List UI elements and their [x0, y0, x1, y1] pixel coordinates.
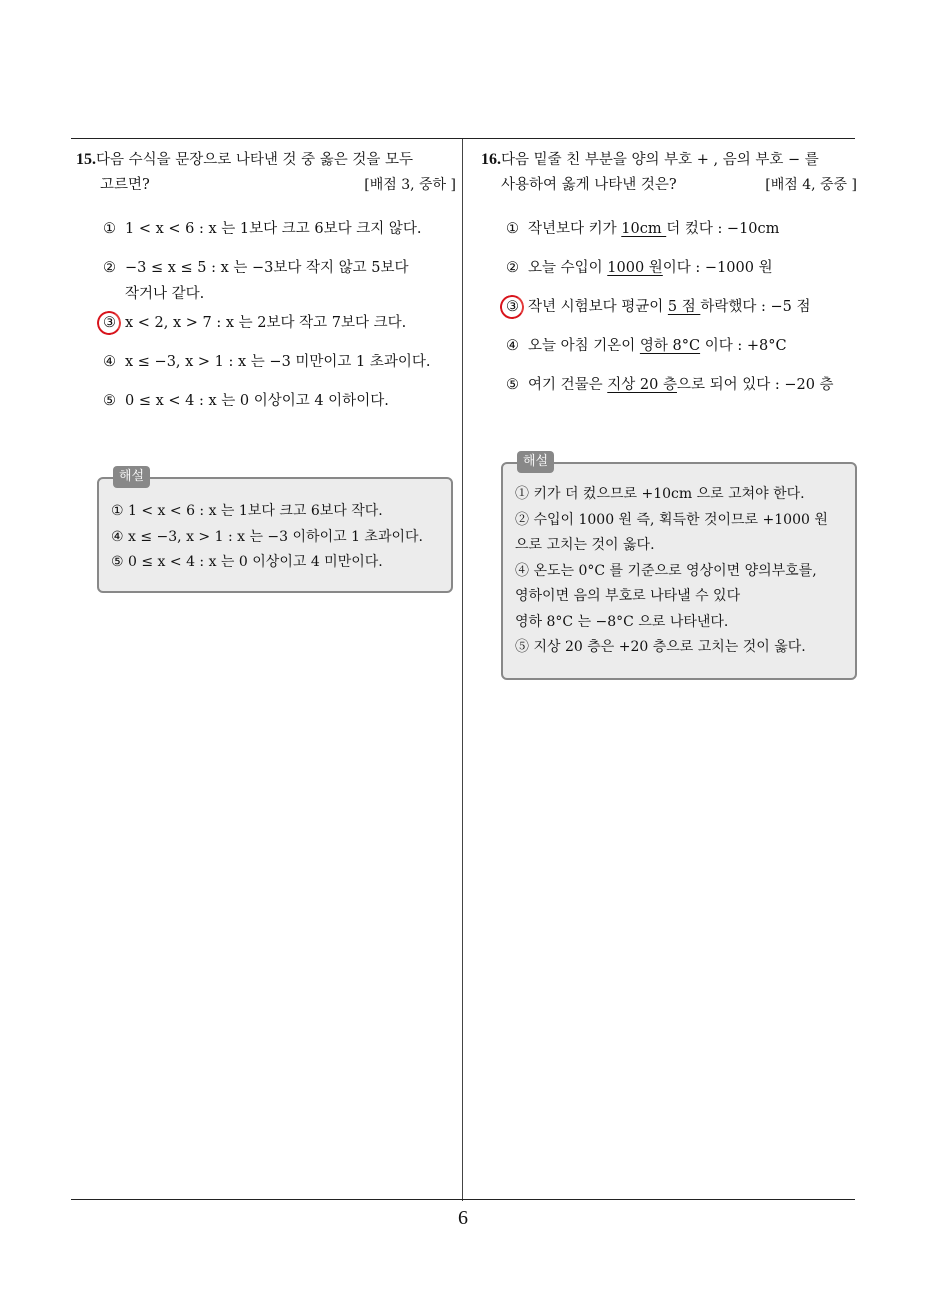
explanation-line: ⑤ 0 ≤ x < 4 : x 는 0 이상이고 4 미만이다. — [111, 554, 383, 570]
question-15-number: 15. — [76, 151, 96, 168]
question-16-stem-line2 — [481, 173, 857, 198]
choice-15-4[interactable] — [103, 349, 456, 375]
explanation-box-16 — [501, 454, 857, 680]
explanation-line: ④ 온도는 0°C 를 기준으로 영상이면 양의부호를, — [515, 562, 817, 579]
choice-16-1[interactable] — [506, 216, 857, 242]
choice-marker: ⑤ — [103, 393, 116, 409]
choice-text: 여기 건물은 — [528, 377, 608, 393]
question-16-text-cont: 사용하여 옳게 나타낸 것은? — [501, 177, 677, 193]
explanation-tag: 해설 — [517, 451, 554, 473]
choice-marker: ③ — [103, 315, 116, 331]
underlined-text: 5 점 — [667, 299, 701, 315]
question-16-choices — [481, 216, 857, 398]
underlined-text: 지상 20 층 — [607, 377, 677, 393]
question-16 — [481, 147, 857, 411]
question-15-text: 다음 수식을 문장으로 나타낸 것 중 옳은 것을 모두 — [96, 152, 414, 168]
choice-15-1[interactable] — [103, 216, 456, 242]
choice-marker: ② — [506, 260, 519, 276]
underlined-text: 10cm — [621, 221, 667, 237]
explanation-line: ⑤ 지상 20 층은 +20 층으로 고치는 것이 옳다. — [515, 639, 806, 655]
choice-marker: ③ — [506, 299, 519, 315]
choice-text: 0 ≤ x < 4 : x 는 0 이상이고 4 이하이다. — [125, 393, 389, 409]
choice-marker: ⑤ — [506, 377, 519, 393]
choice-15-2[interactable] — [103, 255, 456, 307]
choice-16-3[interactable] — [506, 294, 857, 320]
choice-16-4[interactable] — [506, 333, 857, 359]
choice-text: 더 컸다 : −10cm — [666, 221, 780, 237]
choice-marker: ④ — [103, 354, 116, 370]
explanation-line: ① 키가 더 컸으므로 +10cm 으로 고쳐야 한다. — [515, 486, 805, 502]
choice-marker: ① — [506, 221, 519, 237]
choice-16-5[interactable] — [506, 372, 857, 398]
question-15-stem-line1 — [76, 147, 456, 173]
choice-text-cont: 작거나 같다. — [125, 286, 205, 302]
question-15-choices — [76, 216, 456, 414]
explanation-line: ① 1 < x < 6 : x 는 1보다 크고 6보다 작다. — [111, 503, 383, 519]
choice-15-5[interactable] — [103, 388, 456, 414]
question-16-stem-line1 — [481, 147, 857, 173]
choice-text: 하락했다 : −5 점 — [700, 299, 811, 315]
underlined-text: 1000 원 — [607, 260, 663, 276]
question-15-text-cont: 고르면? — [100, 177, 150, 193]
choice-text: 오늘 수입이 — [528, 260, 608, 276]
choice-text: 1 < x < 6 : x 는 1보다 크고 6보다 크지 않다. — [125, 221, 422, 237]
question-16-meta: [배점 4, 중중 ] — [765, 177, 857, 193]
choice-text: 오늘 아침 기온이 — [528, 338, 640, 354]
choice-text: 작년 시험보다 평균이 — [528, 299, 668, 315]
question-15-meta: [배점 3, 중하 ] — [364, 177, 456, 193]
explanation-line: ② 수입이 1000 원 즉, 획득한 것이므로 +1000 원 — [515, 511, 828, 528]
choice-text: −3 ≤ x ≤ 5 : x 는 −3보다 작지 않고 5보다 — [125, 260, 409, 276]
choice-text: 작년보다 키가 — [528, 221, 622, 237]
explanation-box-15 — [97, 469, 453, 593]
choice-16-2[interactable] — [506, 255, 857, 281]
underlined-text: 영하 8°C — [639, 338, 701, 354]
explanation-line: 영하 8°C 는 −8°C 으로 나타낸다. — [515, 613, 729, 630]
choice-marker: ② — [103, 260, 116, 276]
question-15 — [76, 147, 456, 427]
question-15-stem-line2 — [76, 173, 456, 198]
choice-text: x ≤ −3, x > 1 : x 는 −3 미만이고 1 초과이다. — [125, 354, 431, 370]
choice-marker: ④ — [506, 338, 519, 354]
column-divider — [462, 139, 463, 1201]
explanation-line: 으로 고치는 것이 옳다. — [515, 537, 655, 553]
choice-text: 으로 되어 있다 : −20 층 — [676, 377, 834, 393]
choice-text: x < 2, x > 7 : x 는 2보다 작고 7보다 크다. — [125, 315, 407, 331]
question-16-number: 16. — [481, 151, 501, 168]
top-rule — [71, 138, 855, 139]
page-number: 6 — [458, 1207, 468, 1229]
choice-marker: ① — [103, 221, 116, 237]
explanation-line: 영하이면 음의 부호로 나타낼 수 있다 — [515, 588, 741, 604]
explanation-line: ④ x ≤ −3, x > 1 : x 는 −3 이하이고 1 초과이다. — [111, 528, 423, 545]
bottom-rule — [71, 1199, 855, 1200]
explanation-tag: 해설 — [113, 466, 150, 488]
choice-15-3[interactable] — [103, 310, 456, 336]
question-16-text: 다음 밑줄 친 부분을 양의 부호 + , 음의 부호 − 를 — [501, 152, 819, 168]
choice-text: 이다 : −1000 원 — [662, 260, 773, 276]
choice-text: 이다 : +8°C — [700, 338, 787, 354]
